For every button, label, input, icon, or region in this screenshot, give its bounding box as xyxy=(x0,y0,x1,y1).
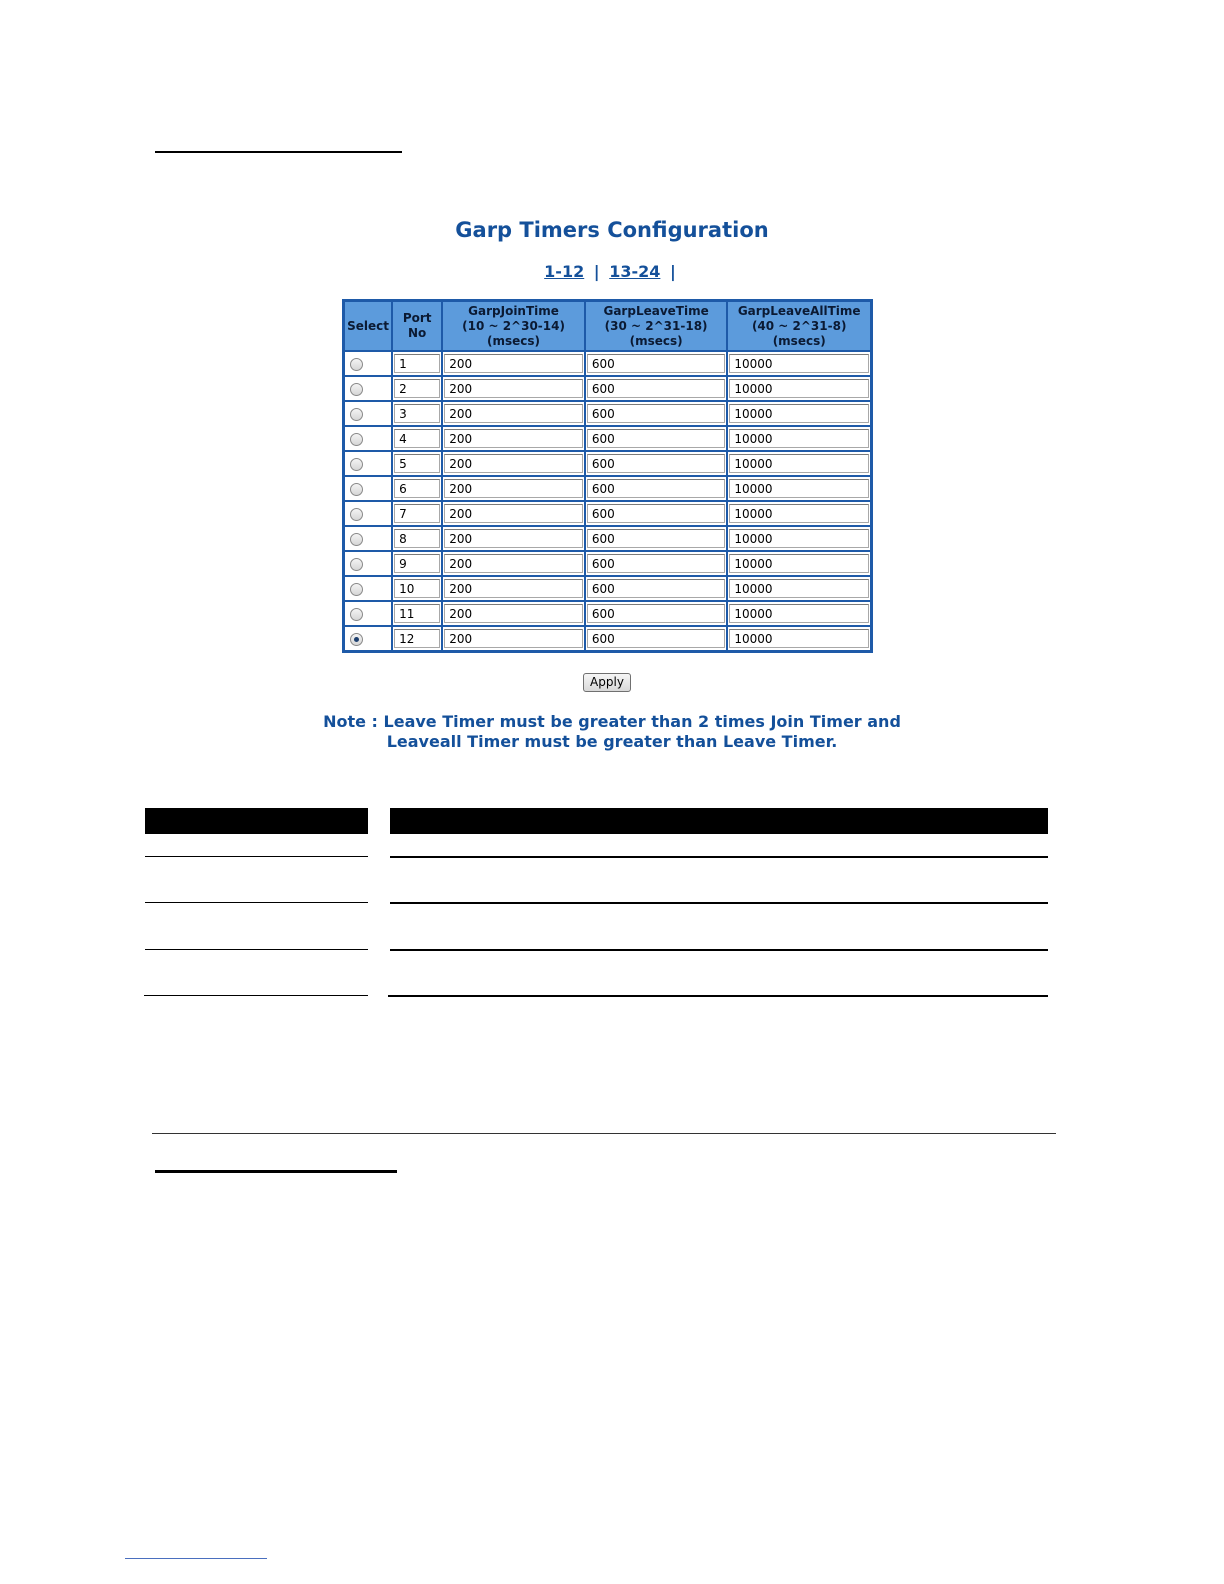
leave-cell xyxy=(585,601,728,626)
leave-cell xyxy=(585,501,728,526)
port-no-value: 9 xyxy=(394,554,440,573)
table-row xyxy=(344,426,871,451)
select-cell xyxy=(344,576,392,601)
row-select-radio[interactable] xyxy=(350,358,363,371)
select-cell xyxy=(344,526,392,551)
leave-cell xyxy=(585,626,728,651)
param-table-header-left xyxy=(145,808,368,834)
table-row xyxy=(344,351,871,376)
header-leave-time xyxy=(585,301,728,351)
table-row xyxy=(344,401,871,426)
note-line-2: Leaveall Timer must be greater than Leave Timer. xyxy=(386,732,838,751)
leave-cell xyxy=(585,476,728,501)
port-cell xyxy=(392,451,442,476)
param-row-rule xyxy=(390,856,1048,858)
row-select-radio[interactable] xyxy=(350,483,363,496)
leave-cell xyxy=(585,351,728,376)
port-no-value: 12 xyxy=(394,629,440,648)
leaveall-time-input[interactable]: 10000 xyxy=(729,404,869,423)
port-no-value: 11 xyxy=(394,604,440,623)
footnote-rule xyxy=(125,1558,267,1559)
leave-cell xyxy=(585,526,728,551)
port-cell xyxy=(392,351,442,376)
join-cell xyxy=(442,626,585,651)
header-join-time xyxy=(442,301,585,351)
port-cell xyxy=(392,401,442,426)
param-table-header-right xyxy=(390,808,1048,834)
leaveall-cell xyxy=(727,601,871,626)
header-port-no: Port No xyxy=(392,301,442,351)
leaveall-cell xyxy=(727,501,871,526)
leaveall-cell xyxy=(727,376,871,401)
port-cell xyxy=(392,476,442,501)
header-leaveall-label: GarpLeaveAllTime xyxy=(737,303,861,318)
port-no-value: 3 xyxy=(394,404,440,423)
leaveall-cell xyxy=(727,451,871,476)
join-cell xyxy=(442,501,585,526)
header-select: Select xyxy=(344,301,392,351)
port-no-value: 7 xyxy=(394,504,440,523)
apply-button[interactable]: Apply xyxy=(583,673,631,692)
leaveall-cell xyxy=(727,351,871,376)
row-select-radio[interactable] xyxy=(350,608,363,621)
join-time-input[interactable]: 200 xyxy=(444,454,583,473)
select-cell xyxy=(344,426,392,451)
param-row-rule xyxy=(390,949,1048,951)
port-cell xyxy=(392,601,442,626)
port-cell xyxy=(392,376,442,401)
leave-time-input[interactable]: 600 xyxy=(587,379,726,398)
pager-separator: | xyxy=(669,262,676,281)
select-cell xyxy=(344,476,392,501)
port-no-value: 6 xyxy=(394,479,440,498)
leaveall-time-input[interactable]: 10000 xyxy=(729,579,869,598)
leaveall-time-input[interactable]: 10000 xyxy=(729,554,869,573)
top-rule xyxy=(155,151,402,153)
leave-cell xyxy=(585,551,728,576)
port-no-value: 2 xyxy=(394,379,440,398)
header-join-range: (10 ~ 2^30-14) xyxy=(462,318,565,333)
leaveall-cell xyxy=(727,476,871,501)
leave-time-input[interactable]: 600 xyxy=(587,429,726,448)
join-cell xyxy=(442,576,585,601)
leaveall-time-input[interactable]: 10000 xyxy=(729,529,869,548)
join-time-input[interactable]: 200 xyxy=(444,379,583,398)
param-row-rule xyxy=(390,902,1048,904)
select-cell xyxy=(344,551,392,576)
port-no-value: 4 xyxy=(394,429,440,448)
page-link-1-12[interactable]: 1-12 xyxy=(544,262,585,281)
join-time-input[interactable]: 200 xyxy=(444,579,583,598)
param-row-rule xyxy=(144,995,368,996)
header-join-unit: (msecs) xyxy=(487,333,541,348)
pager-separator: | xyxy=(593,262,600,281)
leave-cell xyxy=(585,401,728,426)
header-join-label: GarpJoinTime xyxy=(468,303,559,318)
join-time-input[interactable]: 200 xyxy=(444,429,583,448)
port-cell xyxy=(392,551,442,576)
port-cell xyxy=(392,526,442,551)
table-row xyxy=(344,526,871,551)
join-cell xyxy=(442,401,585,426)
leave-time-input[interactable]: 600 xyxy=(587,529,726,548)
row-select-radio[interactable] xyxy=(350,583,363,596)
port-cell xyxy=(392,576,442,601)
leave-time-input[interactable]: 600 xyxy=(587,554,726,573)
lower-heading-rule xyxy=(155,1170,397,1173)
join-cell xyxy=(442,376,585,401)
leaveall-time-input[interactable]: 10000 xyxy=(729,354,869,373)
leave-cell xyxy=(585,576,728,601)
join-time-input[interactable]: 200 xyxy=(444,629,583,648)
row-select-radio[interactable] xyxy=(350,558,363,571)
join-cell xyxy=(442,526,585,551)
join-cell xyxy=(442,551,585,576)
join-time-input[interactable]: 200 xyxy=(444,604,583,623)
leaveall-cell xyxy=(727,576,871,601)
leave-time-input[interactable]: 600 xyxy=(587,504,726,523)
leave-time-input[interactable]: 600 xyxy=(587,354,726,373)
row-select-radio[interactable] xyxy=(350,458,363,471)
row-select-radio[interactable] xyxy=(350,408,363,421)
row-select-radio[interactable] xyxy=(350,633,363,646)
port-cell xyxy=(392,501,442,526)
leaveall-time-input[interactable]: 10000 xyxy=(729,479,869,498)
leaveall-cell xyxy=(727,401,871,426)
leaveall-time-input[interactable]: 10000 xyxy=(729,629,869,648)
leave-cell xyxy=(585,426,728,451)
param-row-rule xyxy=(145,856,368,857)
select-cell xyxy=(344,501,392,526)
param-row-rule xyxy=(388,995,1048,997)
note-text xyxy=(0,712,1224,752)
port-no-value: 1 xyxy=(394,354,440,373)
leave-time-input[interactable]: 600 xyxy=(587,479,726,498)
select-cell xyxy=(344,376,392,401)
leaveall-cell xyxy=(727,551,871,576)
header-leave-label: GarpLeaveTime xyxy=(603,303,709,318)
header-leaveall-time xyxy=(727,301,871,351)
row-select-radio[interactable] xyxy=(350,383,363,396)
port-range-pager xyxy=(0,262,1224,281)
header-leave-unit: (msecs) xyxy=(629,333,683,348)
port-no-value: 10 xyxy=(394,579,440,598)
join-cell xyxy=(442,601,585,626)
leave-time-input[interactable]: 600 xyxy=(587,579,726,598)
join-time-input[interactable]: 200 xyxy=(444,529,583,548)
leave-time-input[interactable]: 600 xyxy=(587,404,726,423)
leave-time-input[interactable]: 600 xyxy=(587,454,726,473)
select-cell xyxy=(344,451,392,476)
port-cell xyxy=(392,626,442,651)
join-cell xyxy=(442,451,585,476)
page-title: Garp Timers Configuration xyxy=(455,218,769,242)
table-row xyxy=(344,376,871,401)
table-row xyxy=(344,451,871,476)
join-cell xyxy=(442,351,585,376)
leaveall-time-input[interactable]: 10000 xyxy=(729,604,869,623)
select-cell xyxy=(344,401,392,426)
leave-cell xyxy=(585,376,728,401)
row-select-radio[interactable] xyxy=(350,508,363,521)
note-line-1: Note : Leave Timer must be greater than 2 times Join Timer and xyxy=(323,712,901,731)
port-no-value: 8 xyxy=(394,529,440,548)
leaveall-time-input[interactable]: 10000 xyxy=(729,429,869,448)
leaveall-cell xyxy=(727,526,871,551)
join-time-input[interactable]: 200 xyxy=(444,354,583,373)
param-row-rule xyxy=(145,902,368,903)
select-cell xyxy=(344,601,392,626)
join-time-input[interactable]: 200 xyxy=(444,479,583,498)
leaveall-cell xyxy=(727,626,871,651)
table-row xyxy=(344,501,871,526)
leave-cell xyxy=(585,451,728,476)
join-time-input[interactable]: 200 xyxy=(444,504,583,523)
header-leaveall-unit: (msecs) xyxy=(772,333,826,348)
table-row xyxy=(344,601,871,626)
leave-time-input[interactable]: 600 xyxy=(587,604,726,623)
table-row xyxy=(344,551,871,576)
join-time-input[interactable]: 200 xyxy=(444,404,583,423)
table-row xyxy=(344,576,871,601)
leaveall-time-input[interactable]: 10000 xyxy=(729,454,869,473)
row-select-radio[interactable] xyxy=(350,433,363,446)
leaveall-time-input[interactable]: 10000 xyxy=(729,504,869,523)
leaveall-time-input[interactable]: 10000 xyxy=(729,379,869,398)
leave-time-input[interactable]: 600 xyxy=(587,629,726,648)
table-header-row xyxy=(344,301,871,351)
page-link-13-24[interactable]: 13-24 xyxy=(609,262,661,281)
header-leaveall-range: (40 ~ 2^31-8) xyxy=(751,318,847,333)
table-row xyxy=(344,476,871,501)
param-row-rule xyxy=(145,949,368,950)
header-leave-range: (30 ~ 2^31-18) xyxy=(604,318,708,333)
port-cell xyxy=(392,426,442,451)
row-select-radio[interactable] xyxy=(350,533,363,546)
select-cell xyxy=(344,626,392,651)
leaveall-cell xyxy=(727,426,871,451)
port-no-value: 5 xyxy=(394,454,440,473)
select-cell xyxy=(344,351,392,376)
table-row xyxy=(344,626,871,651)
garp-timers-table xyxy=(342,299,873,653)
section-divider xyxy=(152,1133,1056,1134)
join-cell xyxy=(442,426,585,451)
join-time-input[interactable]: 200 xyxy=(444,554,583,573)
join-cell xyxy=(442,476,585,501)
